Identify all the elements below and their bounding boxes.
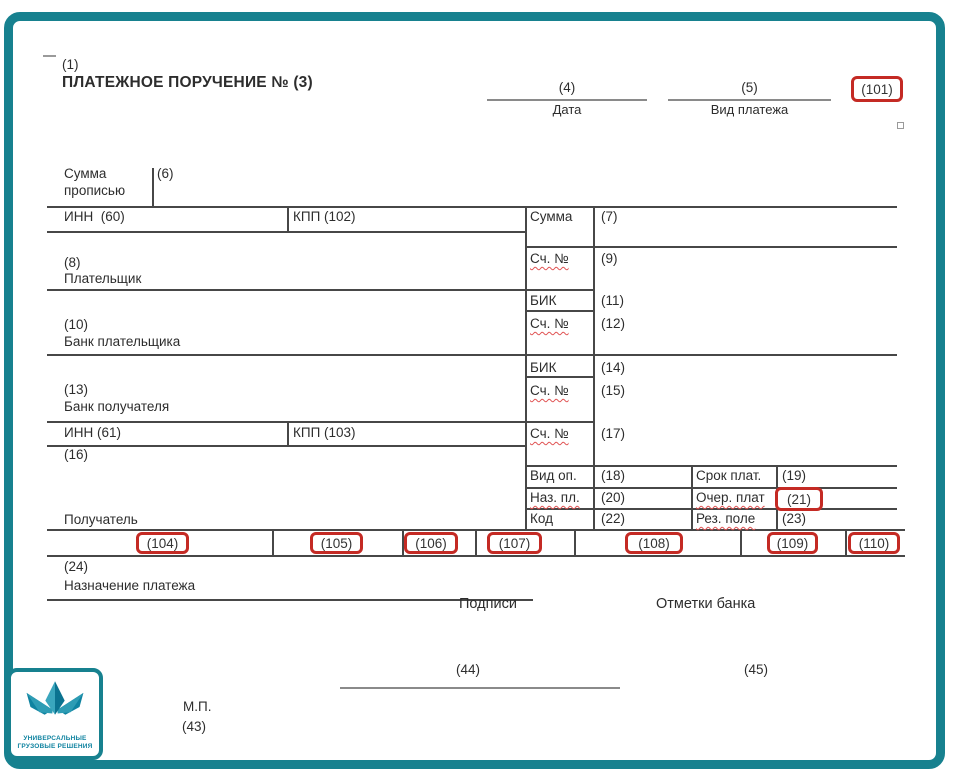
field-number-1: (1): [62, 57, 79, 72]
status-101-highlight-box: [851, 76, 903, 102]
payee-label: Получатель: [64, 512, 138, 527]
field-107-number: (107): [498, 535, 531, 551]
payer-field-number: (8): [64, 255, 81, 270]
formatting-mark: [43, 55, 56, 57]
table-line: [574, 530, 576, 556]
account-field-number: (17): [601, 426, 626, 441]
table-line: [525, 487, 897, 489]
payer-bank-field-number: (10): [64, 317, 89, 332]
payee-bank-label: Банк получателя: [64, 399, 170, 414]
table-line: [740, 530, 742, 556]
table-line: [525, 376, 593, 378]
field-105-number: (105): [320, 535, 353, 551]
payment-type-field-number: (5): [741, 80, 758, 95]
payee-field-number: (16): [64, 447, 89, 462]
sum-label: Сумма: [530, 209, 573, 224]
date-field-label: Дата: [552, 102, 582, 117]
signatures-label: Подписи: [459, 596, 517, 612]
sum-field-number: (7): [601, 209, 618, 224]
form-title: ПЛАТЕЖНОЕ ПОРУЧЕНИЕ № (3): [62, 74, 313, 91]
payer-kpp-label: КПП (102): [293, 209, 356, 224]
field-109-highlight-box: [767, 532, 818, 554]
reserve-field-label: Рез. поле: [696, 511, 756, 526]
signature-field-number: (44): [456, 662, 481, 677]
table-line: [525, 508, 897, 510]
lotus-icon: [24, 677, 86, 719]
amount-words-label-line1: Сумма: [64, 166, 107, 181]
small-square-mark: [897, 122, 904, 129]
payment-term-field-number: (19): [782, 468, 807, 483]
amount-words-label-line2: прописью: [64, 183, 126, 198]
table-line: [525, 310, 593, 312]
purpose-label: Назначение платежа: [64, 578, 196, 593]
table-line: [47, 206, 897, 208]
field-109-number: (109): [776, 535, 809, 551]
table-line: [475, 530, 477, 556]
purpose-field-number: (24): [64, 559, 89, 574]
account-label: Сч. №: [530, 383, 569, 398]
signature-line: [340, 687, 620, 689]
stamp-label: М.П.: [183, 699, 212, 714]
bik-label: БИК: [530, 360, 557, 375]
table-line: [287, 207, 289, 232]
table-line: [287, 422, 289, 446]
date-field-number: (4): [558, 80, 576, 95]
bik-label: БИК: [530, 293, 557, 308]
table-line: [47, 289, 593, 291]
table-line: [593, 207, 595, 530]
payment-order-label: Очер. плат: [696, 490, 765, 505]
account-label: Сч. №: [530, 426, 569, 441]
logo-text-line1: УНИВЕРСАЛЬНЫЕ: [23, 734, 87, 742]
field-21-highlight-box: [775, 487, 823, 511]
payment-purpose-code-label: Наз. пл.: [530, 490, 580, 505]
payee-kpp-label: КПП (103): [293, 425, 356, 440]
company-logo: [7, 668, 103, 760]
payment-type-field-label: Вид платежа: [710, 102, 789, 117]
field-105-highlight-box: [310, 532, 363, 554]
account-label: Сч. №: [530, 316, 569, 331]
table-line: [525, 246, 897, 248]
field-106-number: (106): [415, 535, 447, 551]
code-label: Код: [530, 511, 553, 526]
table-line: [47, 445, 525, 447]
table-line: [525, 207, 527, 530]
payment-order-field-number: (21): [786, 491, 811, 507]
table-line: [691, 466, 693, 530]
field-106-highlight-box: [404, 532, 458, 554]
account-field-number: (9): [601, 251, 618, 266]
payer-inn-label: ИНН (60): [64, 209, 125, 224]
op-type-label: Вид оп.: [530, 468, 577, 483]
decorative-frame: [4, 12, 945, 769]
field-104-highlight-box: [136, 532, 189, 554]
table-line: [47, 231, 525, 233]
payment-term-label: Срок плат.: [696, 468, 762, 483]
field-107-highlight-box: [487, 532, 542, 554]
field-108-highlight-box: [625, 532, 683, 554]
account-label: Сч. №: [530, 251, 569, 266]
bank-marks-label: Отметки банка: [656, 596, 756, 612]
payment-purpose-code-field-number: (20): [601, 490, 626, 505]
logo-text-line2: ГРУЗОВЫЕ РЕШЕНИЯ: [17, 742, 93, 750]
table-line: [525, 465, 897, 467]
table-line: [272, 530, 274, 556]
field-108-number: (108): [638, 535, 670, 551]
status-101-number: (101): [861, 81, 893, 97]
field-110-number: (110): [858, 535, 890, 551]
table-line: [152, 168, 154, 207]
account-field-number: (12): [601, 316, 626, 331]
bik-field-number: (11): [601, 293, 625, 308]
op-type-field-number: (18): [601, 468, 626, 483]
field-110-highlight-box: [848, 532, 900, 554]
payee-bank-field-number: (13): [64, 382, 89, 397]
code-field-number: (22): [601, 511, 626, 526]
field-104-number: (104): [146, 535, 179, 551]
payer-bank-label: Банк плательщика: [64, 334, 181, 349]
date-field-line: [487, 99, 647, 101]
bik-field-number: (14): [601, 360, 626, 375]
table-line: [47, 354, 897, 356]
bank-mark-field-number: (45): [744, 662, 769, 677]
reserve-field-number: (23): [782, 511, 807, 526]
stamp-field-number: (43): [182, 719, 207, 734]
account-field-number: (15): [601, 383, 626, 398]
table-line: [47, 421, 593, 423]
payment-type-field-line: [668, 99, 831, 101]
payer-label: Плательщик: [64, 271, 142, 286]
table-line: [845, 530, 847, 556]
amount-words-field-number: (6): [157, 166, 174, 181]
payee-inn-label: ИНН (61): [64, 425, 121, 440]
